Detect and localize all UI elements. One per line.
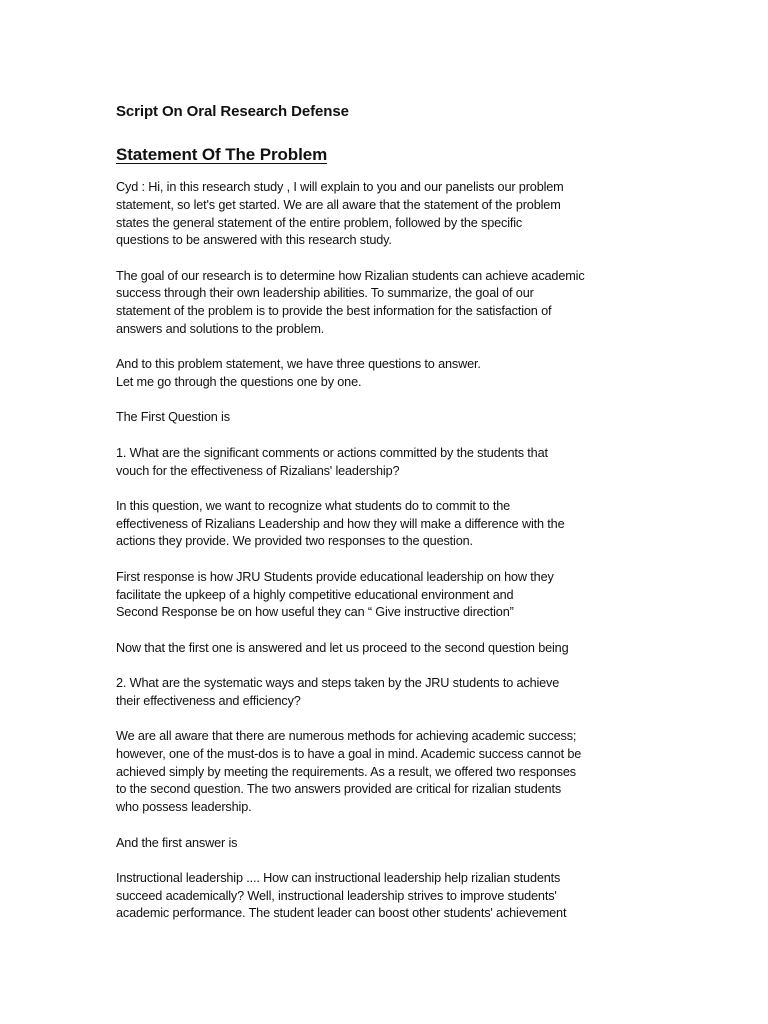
text-line: their effectiveness and efficiency? [116,693,301,708]
text-line: Now that the first one is answered and let us proceed to the second question being [116,640,569,655]
document-content [116,102,661,923]
paragraph [116,640,661,658]
paragraph [116,268,661,339]
text-line: vouch for the effectiveness of Rizalians' leadership? [116,463,400,478]
paragraph [116,675,661,711]
text-line: First response is how JRU Students provide educational leadership on how they [116,569,554,584]
text-line: Let me go through the questions one by one. [116,375,362,390]
text-line: answers and solutions to the problem. [116,322,325,337]
paragraph [116,445,661,481]
text-line: Cyd : Hi, in this research study , I will explain to you and our panelists our problem [116,180,564,194]
paragraph [116,728,661,817]
text-line: questions to be answered with this research study. [116,233,392,248]
text-line: And to this problem statement, we have three questions to answer. [116,357,481,372]
text-line: facilitate the upkeep of a highly competitive educational environment and [116,587,514,602]
text-line: Second Response be on how useful they can “ Give instructive direction” [116,605,514,620]
text-line: academic performance. The student leader can boost other students' achievement [116,906,567,921]
text-line: effectiveness of Rizalians Leadership and how they will make a difference with the [116,516,565,531]
paragraph [116,179,661,250]
paragraph [116,835,661,853]
text-line: Instructional leadership .... How can instructional leadership help rizalian students [116,870,561,885]
text-line: to the second question. The two answers provided are critical for rizalian students [116,782,562,797]
text-line: The goal of our research is to determine how Rizalian students can achieve academic [116,268,585,283]
text-line: success through their own leadership abilities. To summarize, the goal of our [116,286,534,301]
text-line: statement, so let's get started. We are all aware that the statement of the problem [116,197,561,212]
text-line: achieved simply by meeting the requirements. As a result, we offered two responses [116,764,576,779]
text-line: who possess leadership. [116,800,252,815]
text-line: statement of the problem is to provide the best information for the satisfaction of [116,304,552,319]
text-line: We are all aware that there are numerous methods for achieving academic success; [116,729,577,744]
paragraph-list [116,179,661,923]
text-line: The First Question is [116,410,230,425]
paragraph [116,569,661,622]
text-line: states the general statement of the entire problem, followed by the specific [116,215,523,230]
text-line: 1. What are the significant comments or actions committed by the students that [116,445,548,460]
text-line: 2. What are the systematic ways and steps taken by the JRU students to achieve [116,675,560,690]
text-line: actions they provide. We provided two responses to the question. [116,534,473,549]
text-line: however, one of the must-dos is to have a goal in mind. Academic success cannot be [116,746,582,761]
text-line: In this question, we want to recognize what students do to commit to the [116,498,511,513]
text-line: And the first answer is [116,835,238,850]
paragraph [116,870,661,923]
paragraph [116,409,661,427]
paragraph [116,356,661,392]
section-heading: Statement Of The Problem [116,145,328,164]
text-line: succeed academically? Well, instructional leadership strives to improve students' [116,888,557,903]
document-title: Script On Oral Research Defense [116,103,349,120]
paragraph [116,498,661,551]
